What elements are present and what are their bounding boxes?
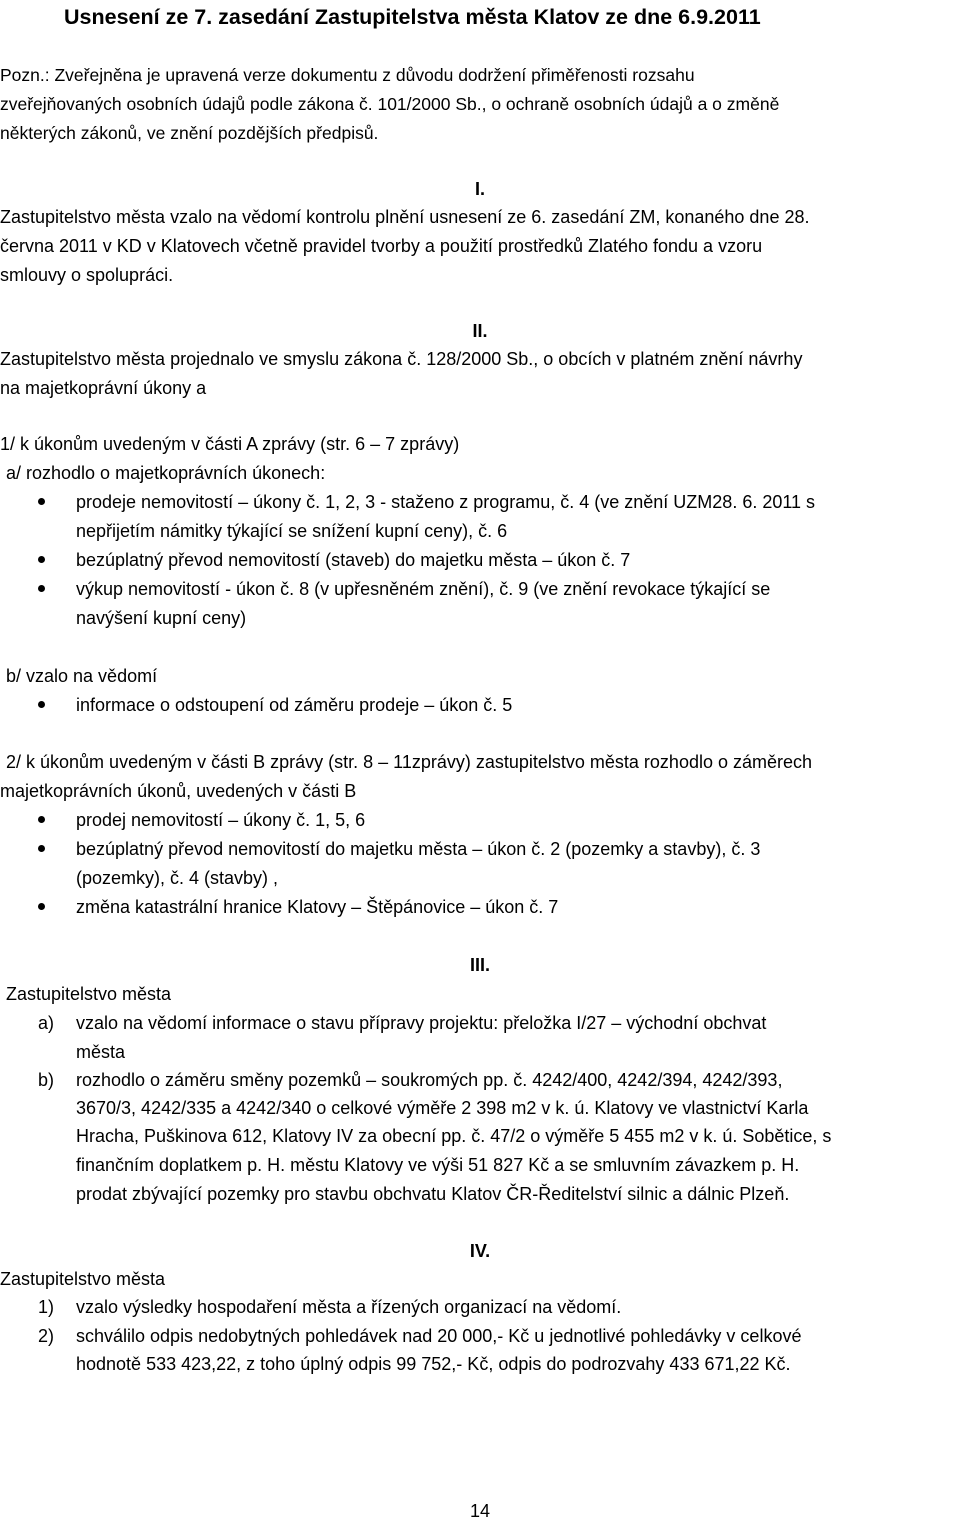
bullet-icon bbox=[38, 556, 45, 563]
list-item-continuation: Hracha, Puškinova 612, Klatovy IV za obecní pp. č. 47/2 o výměře 5 455 m2 v k. ú. Sobětice, s bbox=[76, 1126, 832, 1146]
list-item: vzalo výsledky hospodaření města a řízených organizací na vědomí. bbox=[76, 1297, 622, 1317]
document-title: Usnesení ze 7. zasedání Zastupitelstva města Klatov ze dne 6.9.2011 bbox=[64, 5, 761, 29]
bullet-icon bbox=[38, 816, 45, 823]
section-heading-ii: II. bbox=[472, 321, 488, 341]
list-item-continuation: navýšení kupní ceny) bbox=[76, 608, 247, 628]
list-item-continuation: prodat zbývající pozemky pro stavbu obchvatu Klatov ČR-Ředitelství silnic a dálnic Plzeň. bbox=[76, 1184, 790, 1204]
subsection-title: 2/ k úkonům uvedeným v části B zprávy (str. 8 – 11zprávy) zastupitelstvo města rozhodlo o záměrech bbox=[6, 752, 813, 772]
section-text: Zastupitelstvo města projednalo ve smyslu zákona č. 128/2000 Sb., o obcích v platném znění návrhy bbox=[0, 349, 803, 369]
list-item: vzalo na vědomí informace o stavu přípravy projektu: přeložka I/27 – východní obchvat bbox=[76, 1013, 767, 1033]
section-text: smlouvy o spolupráci. bbox=[0, 265, 174, 285]
list-item-continuation: hodnotě 533 423,22, z toho úplný odpis 99 752,- Kč, odpis do podrozvahy 433 671,22 Kč. bbox=[76, 1354, 791, 1374]
list-item-continuation: nepřijetím námitky týkající se snížení kupní ceny), č. 6 bbox=[76, 521, 508, 541]
list-item: výkup nemovitostí - úkon č. 8 (v upřesněném znění), č. 9 (ve znění revokace týkající se bbox=[76, 579, 771, 599]
list-item: změna katastrální hranice Klatovy – Štěpánovice – úkon č. 7 bbox=[76, 897, 559, 917]
list-item: prodeje nemovitostí – úkony č. 1, 2, 3 - staženo z programu, č. 4 (ve znění UZM28. 6. 2011 s bbox=[76, 492, 816, 512]
section-text: června 2011 v KD v Klatovech včetně pravidel tvorby a použití prostředků Zlatého fondu a vzoru bbox=[0, 236, 763, 256]
list-item-continuation: (pozemky), č. 4 (stavby) , bbox=[76, 868, 279, 888]
bullet-icon bbox=[38, 701, 45, 708]
section-heading-i: I. bbox=[474, 179, 485, 199]
bullet-icon bbox=[38, 498, 45, 505]
section-heading-iii: III. bbox=[469, 955, 490, 975]
subsection-label: b/ vzalo na vědomí bbox=[6, 666, 158, 686]
list-marker: a) bbox=[38, 1013, 55, 1033]
note-line: některých zákonů, ve znění pozdějších předpisů. bbox=[0, 123, 379, 143]
section-text: Zastupitelstvo města bbox=[6, 984, 172, 1004]
list-marker: 1) bbox=[38, 1297, 55, 1317]
section-text: Zastupitelstvo města bbox=[0, 1269, 166, 1289]
list-item: informace o odstoupení od záměru prodeje – úkon č. 5 bbox=[76, 695, 513, 715]
page-number: 14 bbox=[469, 1501, 491, 1521]
list-item: bezúplatný převod nemovitostí (staveb) do majetku města – úkon č. 7 bbox=[76, 550, 631, 570]
list-item: schválilo odpis nedobytných pohledávek nad 20 000,- Kč u jednotlivé pohledávky v celkové bbox=[76, 1326, 802, 1346]
section-text: Zastupitelstvo města vzalo na vědomí kontrolu plnění usnesení ze 6. zasedání ZM, konaného dne 28. bbox=[0, 207, 810, 227]
list-marker: 2) bbox=[38, 1326, 55, 1346]
note-line: zveřejňovaných osobních údajů podle zákona č. 101/2000 Sb., o ochraně osobních údajů a o změně bbox=[0, 94, 780, 114]
bullet-icon bbox=[38, 585, 45, 592]
subsection-title: majetkoprávních úkonů, uvedených v části B bbox=[0, 781, 357, 801]
list-marker: b) bbox=[38, 1070, 55, 1090]
section-text: na majetkoprávní úkony a bbox=[0, 378, 207, 398]
list-item: bezúplatný převod nemovitostí do majetku města – úkon č. 2 (pozemky a stavby), č. 3 bbox=[76, 839, 761, 859]
subsection-label: a/ rozhodlo o majetkoprávních úkonech: bbox=[6, 463, 326, 483]
note-line: Pozn.: Zveřejněna je upravená verze dokumentu z důvodu dodržení přiměřenosti rozsahu bbox=[0, 65, 695, 85]
list-item-continuation: 3670/3, 4242/335 a 4242/340 o celkové výměře 2 398 m2 v k. ú. Klatovy ve vlastnictví Karla bbox=[76, 1098, 809, 1118]
list-item: rozhodlo o záměru směny pozemků – soukromých pp. č. 4242/400, 4242/394, 4242/393, bbox=[76, 1070, 783, 1090]
bullet-icon bbox=[38, 845, 45, 852]
list-item-continuation: města bbox=[76, 1042, 126, 1062]
list-item-continuation: finančním doplatkem p. H. městu Klatovy ve výši 51 827 Kč a se smluvním závazkem p. H. bbox=[76, 1155, 800, 1175]
list-item: prodej nemovitostí – úkony č. 1, 5, 6 bbox=[76, 810, 366, 830]
subsection-title: 1/ k úkonům uvedeným v části A zprávy (str. 6 – 7 zprávy) bbox=[0, 434, 460, 454]
section-heading-iv: IV. bbox=[469, 1241, 491, 1261]
bullet-icon bbox=[38, 903, 45, 910]
